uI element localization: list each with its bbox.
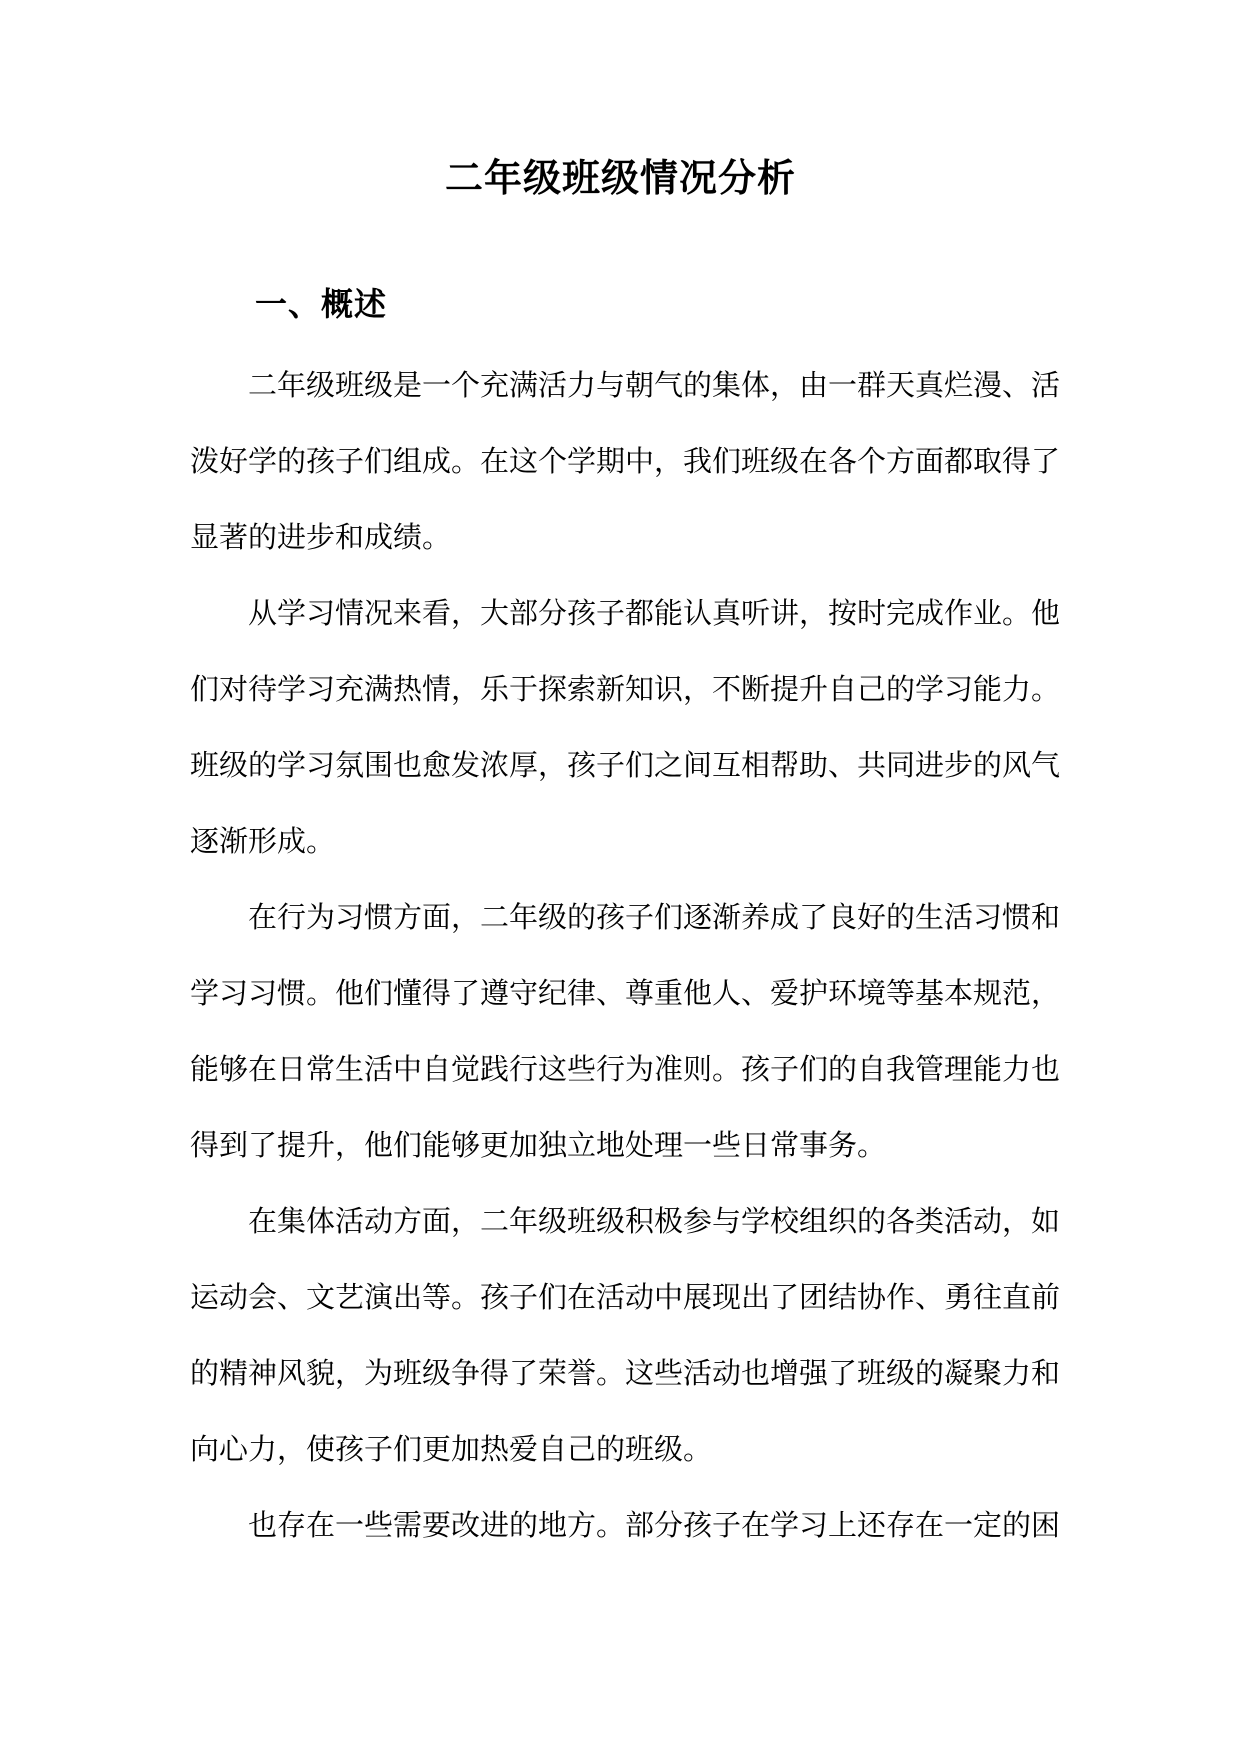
paragraph-line: 逐渐形成。 xyxy=(190,824,336,858)
paragraph-line: 能够在日常生活中自觉践行这些行为准则。孩子们的自我管理能力也 xyxy=(190,1052,1061,1086)
paragraph-line: 的精神风貌，为班级争得了荣誉。这些活动也增强了班级的凝聚力和 xyxy=(190,1356,1061,1390)
paragraph-line: 班级的学习氛围也愈发浓厚，孩子们之间互相帮助、共同进步的风气 xyxy=(190,748,1061,782)
paragraph-line: 得到了提升，他们能够更加独立地处理一些日常事务。 xyxy=(190,1128,887,1162)
document-title: 二年级班级情况分析 xyxy=(444,155,796,200)
paragraph-line: 们对待学习充满热情，乐于探索新知识，不断提升自己的学习能力。 xyxy=(190,672,1061,706)
paragraph-line: 运动会、文艺演出等。孩子们在活动中展现出了团结协作、勇往直前 xyxy=(190,1280,1061,1314)
document-body xyxy=(190,357,1061,1573)
paragraph-line: 显著的进步和成绩。 xyxy=(190,520,452,554)
paragraph-line: 也存在一些需要改进的地方。部分孩子在学习上还存在一定的困 xyxy=(248,1508,1061,1542)
paragraph-line: 泼好学的孩子们组成。在这个学期中，我们班级在各个方面都取得了 xyxy=(190,444,1061,478)
paragraph-line: 学习习惯。他们懂得了遵守纪律、尊重他人、爱护环境等基本规范， xyxy=(190,976,1061,1010)
paragraph-line: 在行为习惯方面，二年级的孩子们逐渐养成了良好的生活习惯和 xyxy=(248,900,1061,934)
paragraph-line: 从学习情况来看，大部分孩子都能认真听讲，按时完成作业。他 xyxy=(248,596,1061,630)
paragraph-line: 向心力，使孩子们更加热爱自己的班级。 xyxy=(190,1432,713,1466)
section-heading: 一、概述 xyxy=(255,285,388,323)
paragraph-line: 在集体活动方面，二年级班级积极参与学校组织的各类活动，如 xyxy=(248,1204,1061,1238)
paragraph-line: 二年级班级是一个充满活力与朝气的集体，由一群天真烂漫、活 xyxy=(248,368,1061,402)
